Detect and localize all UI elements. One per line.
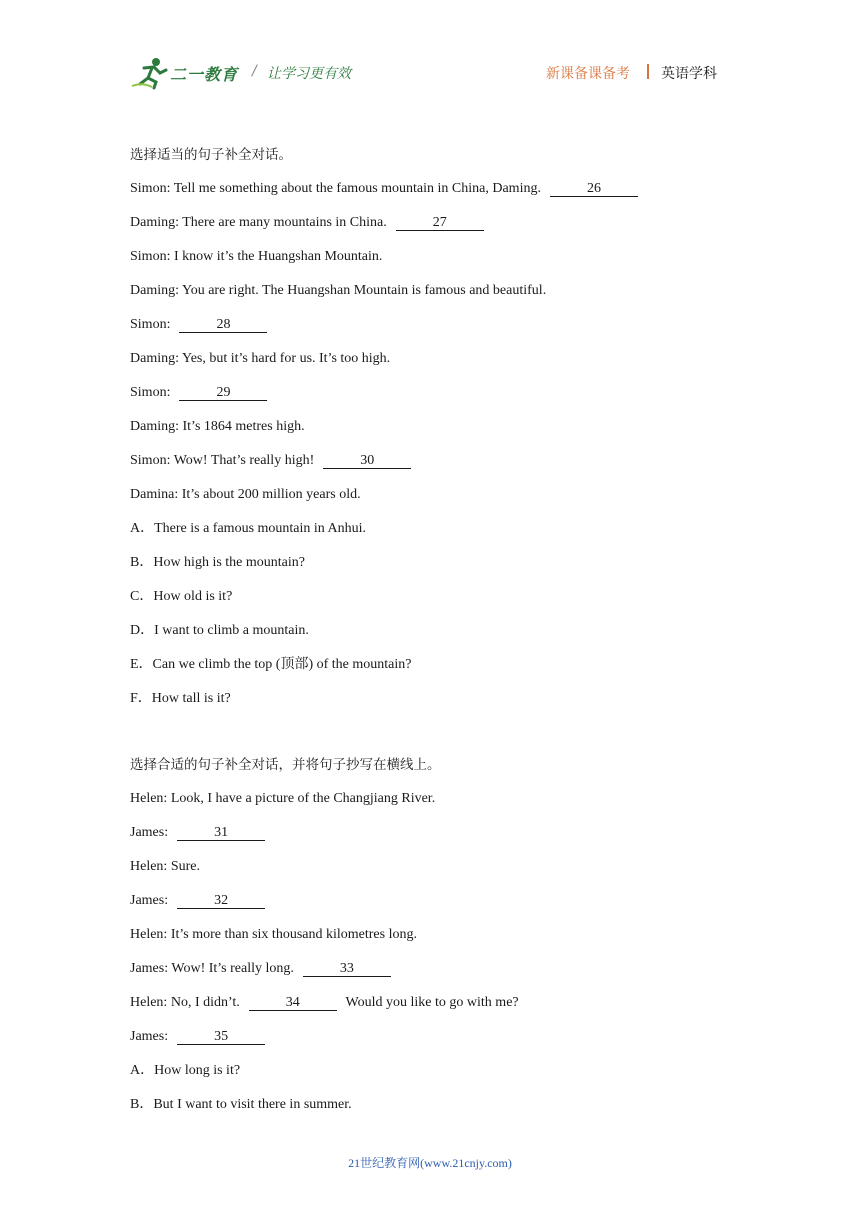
slogan-separator: / [252,63,257,79]
dialogue-line: Helen: Look, I have a picture of the Changjiang River. [130,791,436,806]
page-header [130,56,730,90]
option-item: A．There is a famous mountain in Anhui. [130,521,367,536]
dialogue-line: Helen: It’s more than six thousand kilometres long. [130,927,417,942]
option-item: E．Can we climb the top (顶部) of the mountain? [130,657,412,672]
answer-blank[interactable]: 30 [323,453,411,469]
dialogue-line: Simon: I know it’s the Huangshan Mountain. [130,249,383,264]
dialogue-line: Daming: Yes, but it’s hard for us. It’s too high. [130,351,391,366]
option-item: F．How tall is it? [130,691,231,706]
section1-instruction: 选择适当的句子补全对话。 [130,147,292,163]
dialogue-line: Daming: There are many mountains in China. 27 [130,214,486,232]
dialogue-line: James: Wow! It’s really long. 33 [130,960,393,978]
dialogue-line: Daming: You are right. The Huangshan Mountain is famous and beautiful. [130,283,547,298]
dialogue-line: James: 35 [130,1028,267,1046]
option-item: B．But I want to visit there in summer. [130,1097,352,1112]
answer-blank[interactable]: 27 [396,215,484,231]
logo-text: 二一教育 [170,65,239,84]
header-divider [647,64,649,79]
answer-blank[interactable]: 35 [177,1029,265,1045]
option-item: D．I want to climb a mountain. [130,623,309,638]
logo [130,56,242,90]
course-label: 新课备课备考 [546,66,630,82]
dialogue-line: Simon: Wow! That’s really high! 30 [130,452,413,470]
answer-blank[interactable]: 34 [249,995,337,1011]
dialogue-line: Helen: No, I didn’t. 34 Would you like to go with me? [130,995,519,1010]
section2-instruction: 选择合适的句子补全对话，并将句子抄写在横线上。 [130,757,441,773]
dialogue-line: Simon: 28 [130,316,269,334]
answer-blank[interactable]: 28 [179,317,267,333]
option-item: B．How high is the mountain? [130,555,305,570]
dialogue-line: James: 32 [130,892,267,910]
answer-blank[interactable]: 33 [303,961,391,977]
option-item: C．How old is it? [130,589,233,604]
answer-blank[interactable]: 26 [550,181,638,197]
dialogue-line: Helen: Sure. [130,859,200,874]
answer-blank[interactable]: 32 [177,893,265,909]
option-item: A．How long is it? [130,1063,241,1078]
dialogue-line: Daming: It’s 1864 metres high. [130,419,305,434]
page-footer: 21世纪教育网(www.21cnjy.com) [348,1156,512,1170]
dialogue-line: Damina: It’s about 200 million years old. [130,487,361,502]
runner-logo-icon [130,56,170,90]
dialogue-line: Simon: Tell me something about the famous mountain in China, Daming. 26 [130,180,640,198]
subject-label: 英语学科 [661,66,717,82]
dialogue-line: Simon: 29 [130,384,269,402]
answer-blank[interactable]: 29 [179,385,267,401]
answer-blank[interactable]: 31 [177,825,265,841]
slogan: 让学习更有效 [267,66,351,82]
dialogue-line: James: 31 [130,824,267,842]
